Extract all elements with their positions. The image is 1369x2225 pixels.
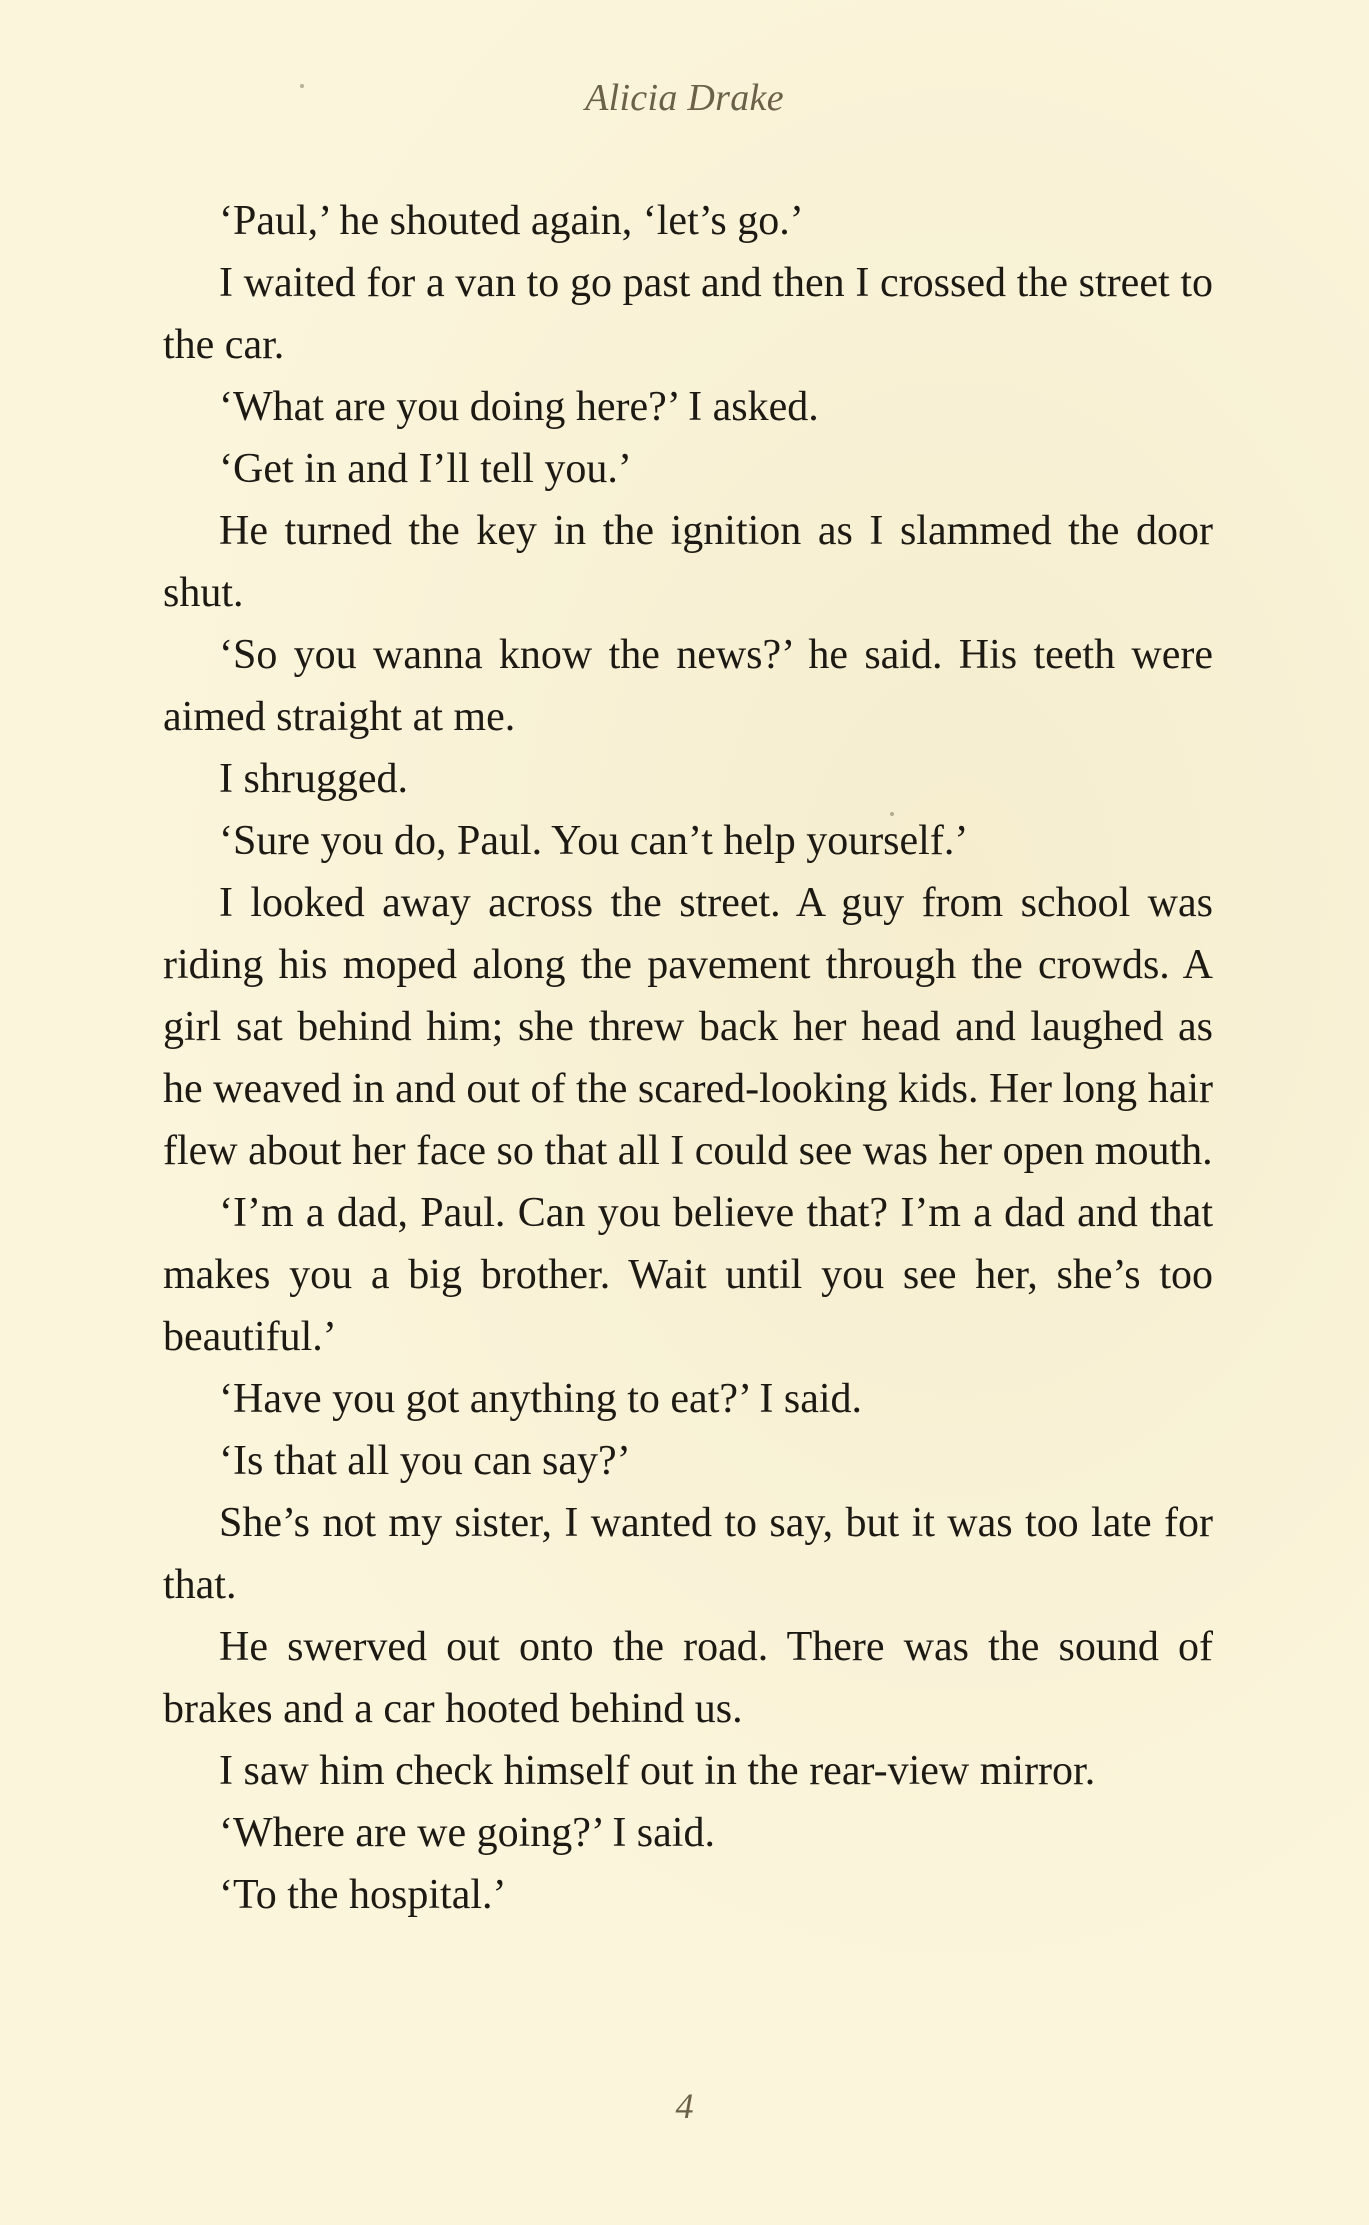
paragraph: ‘Where are we going?’ I said. xyxy=(219,1810,715,1856)
paragraph: I waited for a van to go past and then I crossed the street to the car. xyxy=(163,260,1213,368)
running-head: Alicia Drake xyxy=(585,77,784,119)
paragraph: ‘Sure you do, Paul. You can’t help yourself.’ xyxy=(219,818,969,864)
paragraph: ‘To the hospital.’ xyxy=(219,1872,507,1918)
paragraph: He swerved out onto the road. There was the sound of brakes and a car hooted behind us. xyxy=(163,1624,1213,1732)
paragraph: I saw him check himself out in the rear-view mirror. xyxy=(219,1748,1096,1794)
paragraph: ‘Is that all you can say?’ xyxy=(219,1438,631,1484)
body-text xyxy=(163,190,1213,1926)
paragraph: ‘Have you got anything to eat?’ I said. xyxy=(219,1376,863,1422)
paragraph: I shrugged. xyxy=(219,756,408,802)
paragraph: ‘I’m a dad, Paul. Can you believe that? I’m a dad and that makes you a big brother. Wait until you see her, she’s too beautiful.’ xyxy=(163,1190,1213,1360)
paragraph: ‘Get in and I’ll tell you.’ xyxy=(219,446,632,492)
paragraph: He turned the key in the ignition as I slammed the door shut. xyxy=(163,508,1213,616)
paragraph: I looked away across the street. A guy from school was riding his moped along the pavement through the crowds. A girl sat behind him; she threw back her head and laughed as he weaved in and out of the scared-looking kids. Her long hair flew about her face so that all I could see was her open mouth. xyxy=(163,880,1213,1174)
paragraph: She’s not my sister, I wanted to say, but it was too late for that. xyxy=(163,1500,1213,1608)
page-number: 4 xyxy=(675,2086,694,2126)
paragraph: ‘What are you doing here?’ I asked. xyxy=(219,384,819,430)
paragraph: ‘So you wanna know the news?’ he said. His teeth were aimed straight at me. xyxy=(163,632,1213,740)
paragraph: ‘Paul,’ he shouted again, ‘let’s go.’ xyxy=(219,198,804,244)
